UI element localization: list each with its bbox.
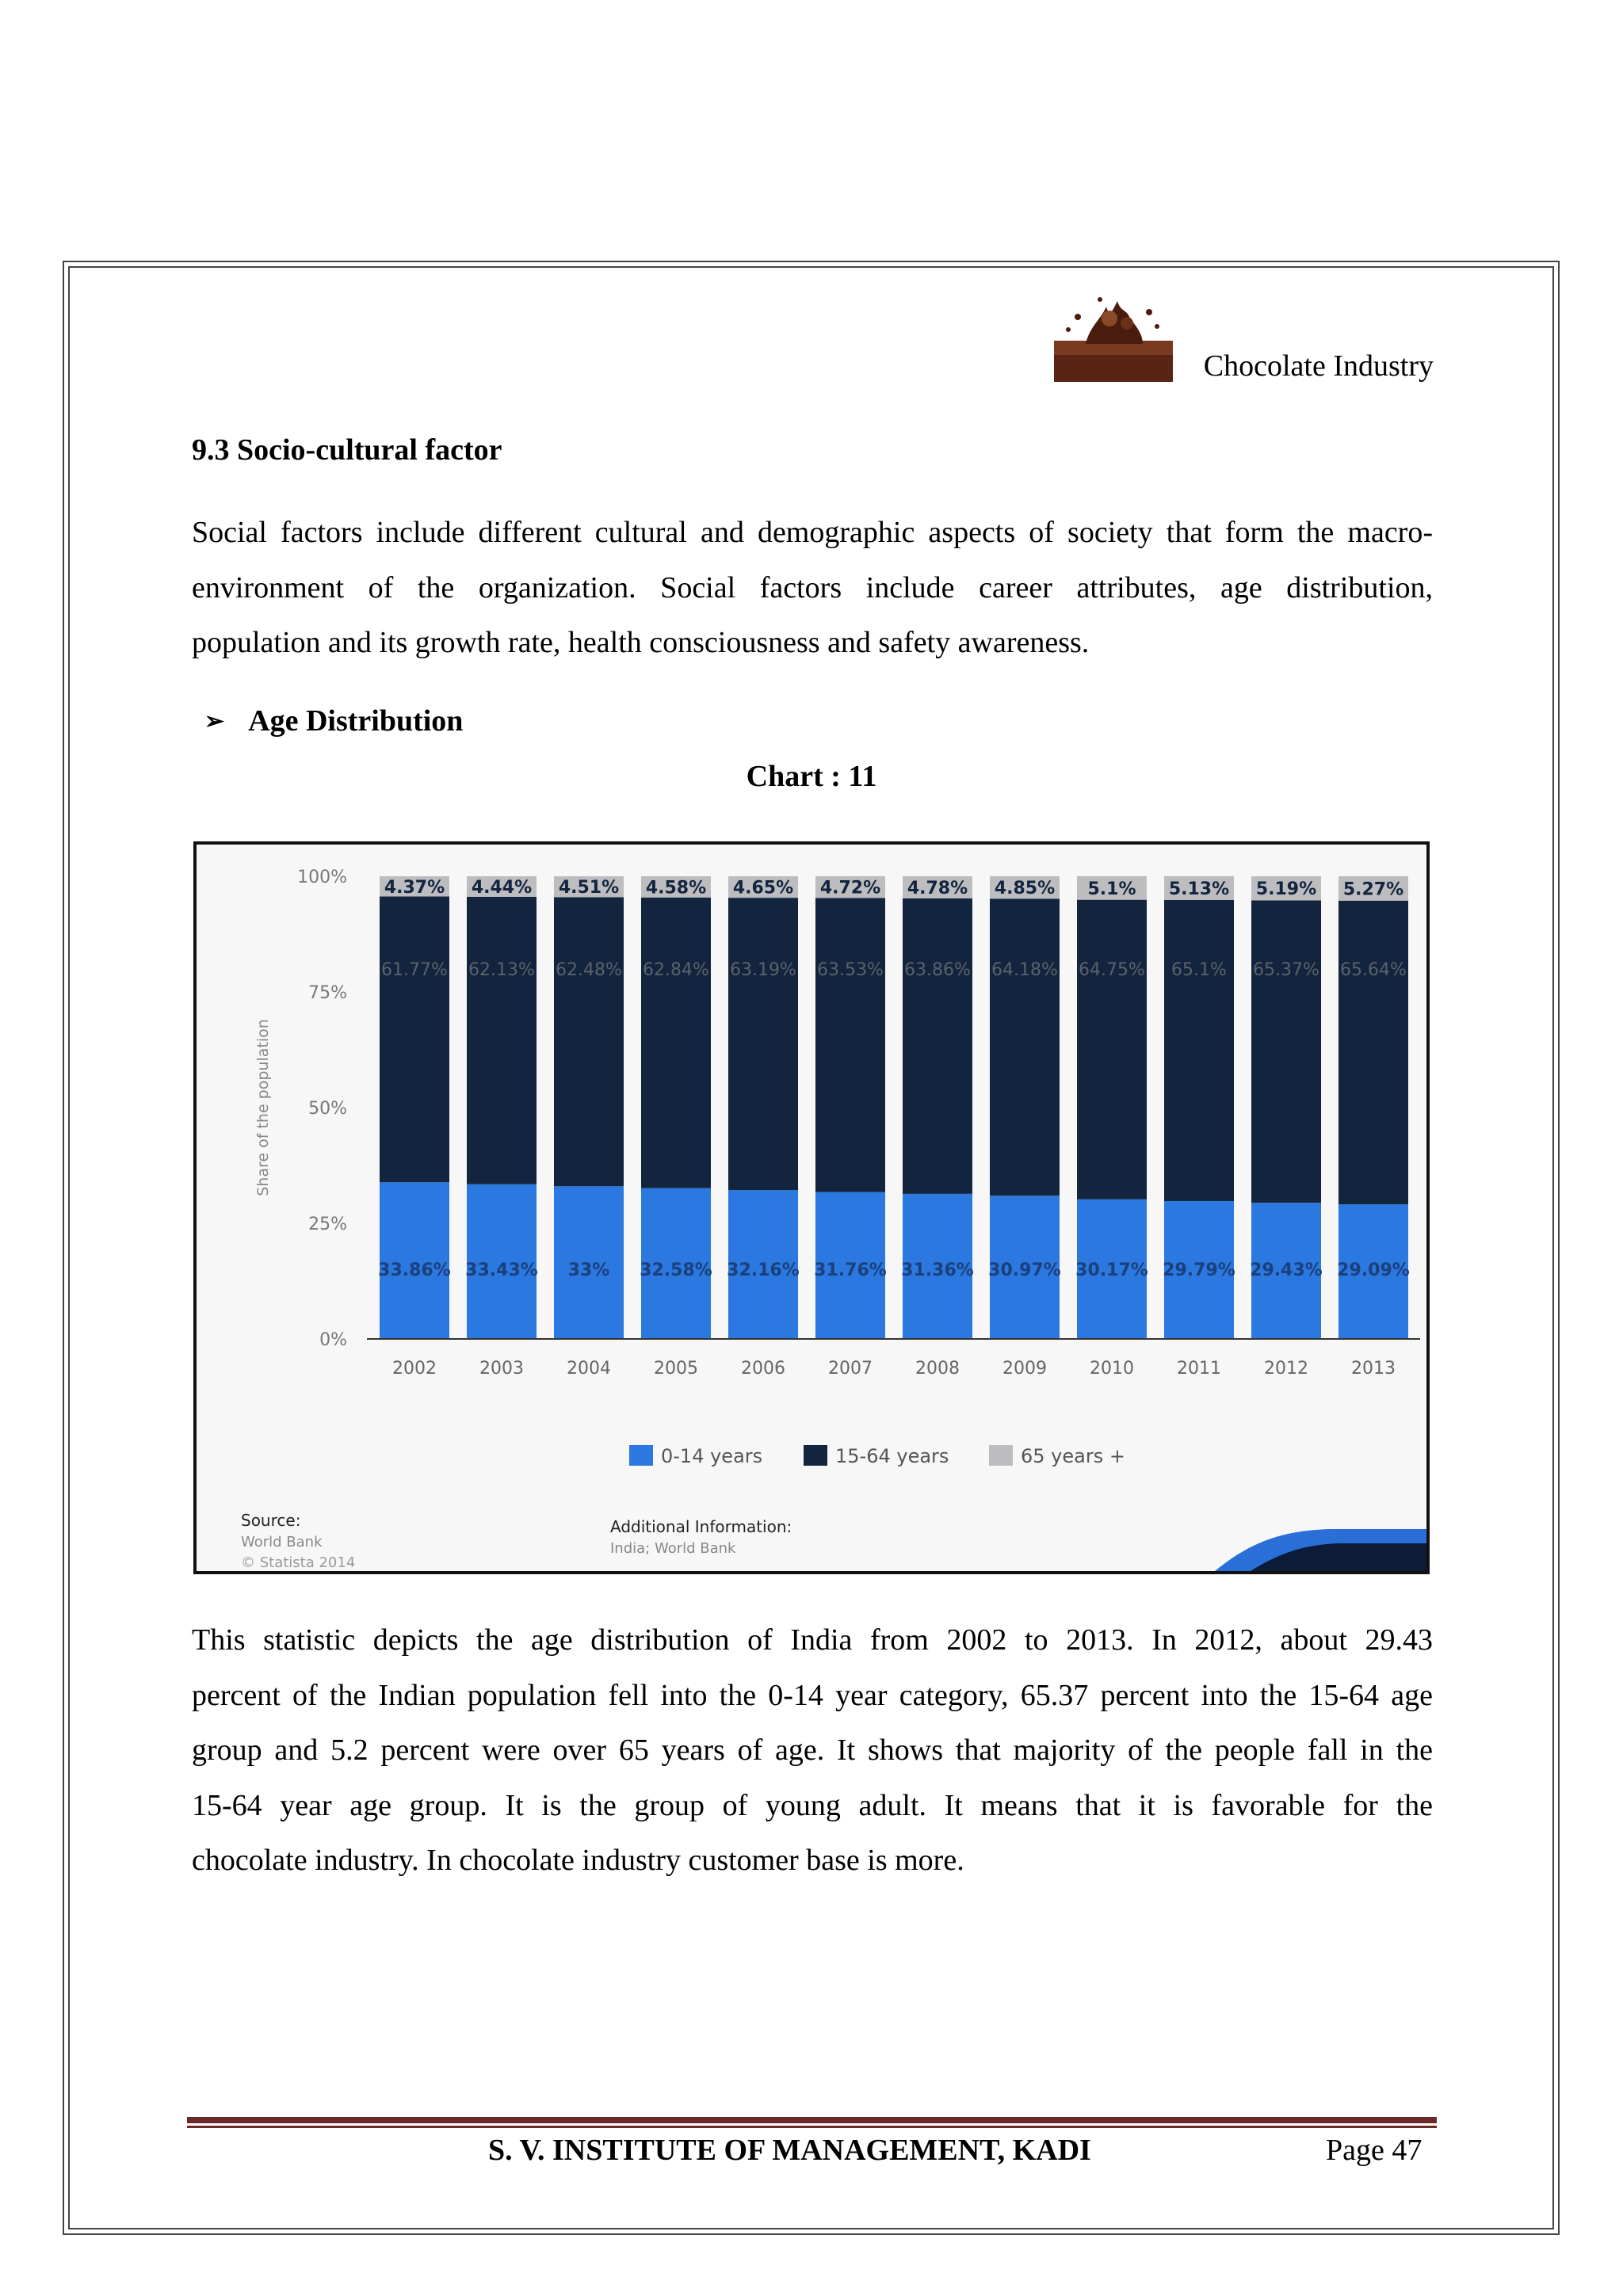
y-tick-label: 25% [308, 1215, 347, 1234]
data-label: 32.16% [727, 1261, 800, 1280]
intro-line: Social factors include different cultural and demographic aspects of society that form the macro- [192, 516, 1433, 549]
chart-svg [197, 845, 1426, 1571]
additional-info-label: Additional Information: [610, 1517, 792, 1536]
x-tick-label: 2012 [1264, 1359, 1308, 1379]
analysis-line: This statistic depicts the age distribution of India from 2002 to 2013. In 2012, about 29.43 [192, 1623, 1433, 1657]
data-label: 4.58% [645, 878, 707, 898]
x-tick-label: 2013 [1351, 1359, 1396, 1379]
data-label: 33.86% [378, 1261, 451, 1280]
analysis-line: percent of the Indian population fell into the 0-14 year category, 65.37 percent into the 15-64 age [192, 1678, 1433, 1712]
chocolate-splash-logo [1054, 295, 1173, 382]
data-label: 30.97% [988, 1261, 1061, 1280]
bar-segment-15-64-years [380, 897, 449, 1183]
x-tick-label: 2009 [1002, 1359, 1047, 1379]
footer-institute: S. V. INSTITUTE OF MANAGEMENT, KADI [488, 2134, 1091, 2167]
x-tick-label: 2004 [567, 1359, 611, 1379]
data-label: 65.1% [1171, 959, 1227, 980]
legend-swatch [629, 1445, 653, 1466]
bar-segment-15-64-years [1077, 900, 1147, 1199]
data-label: 30.17% [1075, 1261, 1148, 1280]
footer-rule [187, 2117, 1437, 2123]
data-label: 4.78% [907, 878, 968, 898]
bar-segment-15-64-years [1251, 900, 1321, 1203]
analysis-paragraph [192, 1613, 1433, 1889]
data-label: 4.37% [384, 877, 445, 898]
copyright-note: © Statista 2014 [241, 1554, 356, 1571]
analysis-line: 15-64 year age group. It is the group of young adult. It means that it is favorable for the [192, 1788, 1433, 1822]
source-value: World Bank [241, 1534, 323, 1550]
data-label: 64.18% [991, 959, 1058, 980]
y-tick-label: 50% [308, 1099, 347, 1119]
x-tick-label: 2002 [392, 1359, 437, 1379]
data-label: 29.79% [1163, 1261, 1235, 1280]
x-tick-label: 2008 [915, 1359, 960, 1379]
data-label: 62.84% [643, 959, 709, 980]
bar-segment-15-64-years [903, 898, 972, 1194]
arrow-bullet-icon: ➢ [204, 707, 225, 734]
footer-rule-thin [187, 2126, 1437, 2128]
data-label: 65.64% [1340, 959, 1407, 980]
y-tick-label: 75% [308, 983, 347, 1003]
y-tick-label: 0% [319, 1330, 347, 1350]
data-label: 64.75% [1079, 959, 1145, 980]
x-tick-label: 2003 [479, 1359, 524, 1379]
legend-swatch [804, 1445, 827, 1466]
data-label: 4.65% [732, 878, 794, 898]
header-title: Chocolate Industry [1203, 349, 1434, 383]
data-label: 31.76% [814, 1261, 887, 1280]
data-label: 5.19% [1255, 879, 1317, 900]
legend-label: 65 years + [1021, 1445, 1125, 1467]
bar-segment-15-64-years [641, 898, 711, 1188]
data-label: 4.44% [471, 877, 533, 898]
x-tick-label: 2006 [741, 1359, 785, 1379]
intro-line: population and its growth rate, health consciousness and safety awareness. [192, 626, 1090, 659]
data-label: 29.43% [1250, 1261, 1323, 1280]
intro-paragraph [192, 505, 1433, 671]
data-label: 5.13% [1168, 879, 1230, 899]
data-label: 63.53% [817, 959, 884, 980]
bullet-label: Age Distribution [248, 704, 464, 738]
bar-segment-15-64-years [1338, 901, 1408, 1204]
legend-swatch [989, 1445, 1013, 1466]
bar-segment-15-64-years [467, 897, 537, 1184]
data-label: 65.37% [1253, 959, 1319, 980]
bar-segment-15-64-years [815, 898, 885, 1192]
x-tick-label: 2011 [1177, 1359, 1221, 1379]
legend-label: 0-14 years [661, 1445, 763, 1467]
legend-label: 15-64 years [835, 1445, 949, 1467]
data-label: 61.77% [381, 959, 448, 980]
data-label: 62.48% [556, 959, 622, 980]
page-number: Page 47 [1326, 2134, 1423, 2167]
additional-info-value: India; World Bank [610, 1540, 736, 1557]
data-label: 5.27% [1342, 879, 1404, 900]
bar-segment-15-64-years [728, 898, 798, 1190]
data-label: 32.58% [640, 1261, 712, 1280]
data-label: 4.51% [558, 878, 620, 898]
x-tick-label: 2005 [654, 1359, 698, 1379]
y-tick-label: 100% [297, 868, 347, 887]
bar-segment-15-64-years [554, 897, 624, 1186]
data-label: 63.86% [904, 959, 971, 980]
data-label: 63.19% [730, 959, 796, 980]
source-label: Source: [241, 1511, 301, 1530]
data-label: 4.85% [994, 879, 1056, 899]
bar-segment-15-64-years [990, 898, 1060, 1196]
x-tick-label: 2010 [1090, 1359, 1134, 1379]
analysis-line: chocolate industry. In chocolate industry customer base is more. [192, 1844, 964, 1877]
data-label: 33% [567, 1261, 610, 1280]
chart-caption: Chart : 11 [746, 760, 877, 793]
bar-segment-15-64-years [1164, 900, 1234, 1201]
intro-line: environment of the organization. Social factors include career attributes, age distribution, [192, 570, 1433, 605]
data-label: 31.36% [901, 1261, 974, 1280]
x-tick-label: 2007 [828, 1359, 873, 1379]
analysis-line: group and 5.2 percent were over 65 years of age. It shows that majority of the people fall in the [192, 1733, 1433, 1767]
age-distribution-chart [193, 841, 1430, 1574]
bullet-item [204, 704, 463, 738]
section-heading: 9.3 Socio-cultural factor [192, 433, 502, 467]
data-label: 62.13% [468, 959, 535, 980]
data-label: 29.09% [1337, 1261, 1410, 1280]
data-label: 5.1% [1087, 879, 1136, 899]
y-axis-title: Share of the population [254, 1019, 272, 1196]
data-label: 4.72% [819, 878, 881, 898]
data-label: 33.43% [465, 1261, 538, 1280]
